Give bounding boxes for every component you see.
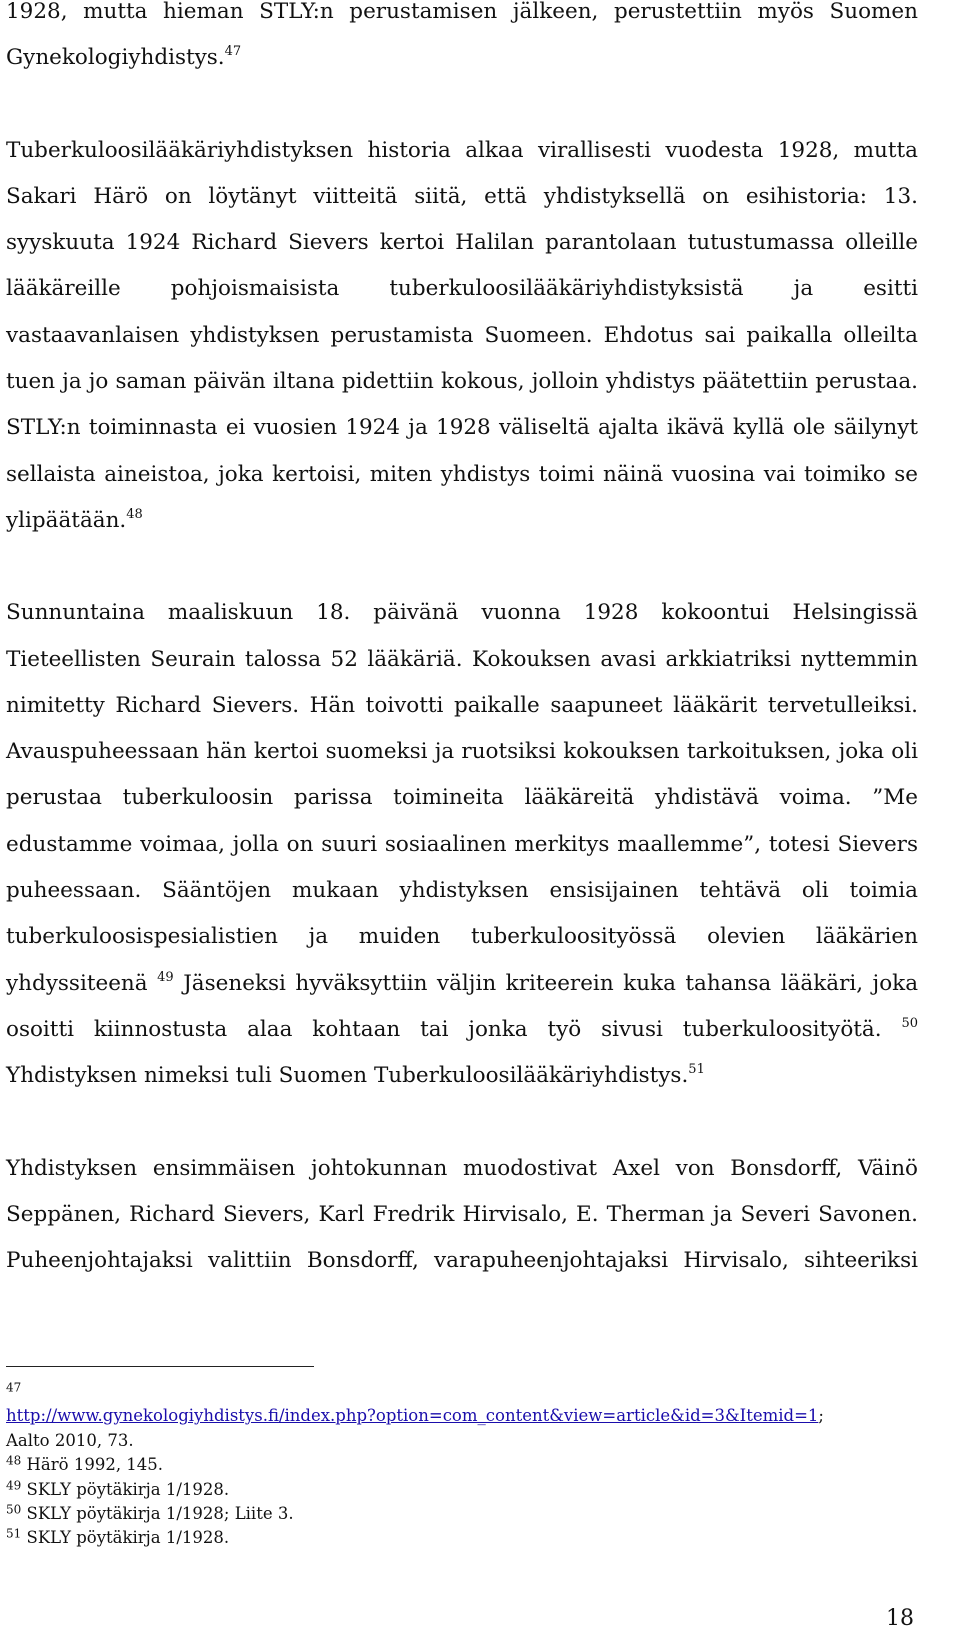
footnote-47 — [6, 1380, 918, 1404]
footnote-47-after-link: ; — [818, 1406, 824, 1426]
footnote-49-text: SKLY pöytäkirja 1/1928. — [26, 1479, 230, 1499]
page-number: 18 — [886, 1606, 914, 1631]
footnote-separator — [6, 1366, 314, 1367]
footnote-ref-51: 51 — [688, 1062, 705, 1078]
footnote-number-51: 51 — [6, 1527, 22, 1542]
footnotes — [6, 1380, 918, 1551]
footnote-49 — [6, 1478, 918, 1502]
paragraph-3 — [6, 590, 918, 1099]
footnote-ref-47: 47 — [224, 44, 242, 60]
gynekologiyhdistys-link[interactable]: http://www.gynekologiyhdistys.fi/index.php?option=com_content&view=article&id=3&Itemid=1 — [6, 1406, 819, 1426]
footnote-ref-48: 48 — [126, 506, 143, 522]
footnote-47-line-2: Aalto 2010, 73. — [6, 1430, 134, 1450]
paragraph-4-text: Yhdistyksen ensimmäisen johtokunnan muodostivat Axel von Bonsdorff, Väinö Seppänen, Richard Sievers, Karl Fredrik Hirvisalo, E. Therman ja Severi Savonen. Puheenjohtajaksi valittiin Bonsdorff, varapuheenjohtajaksi Hirvisalo, sihteeriksi — [6, 1155, 918, 1274]
footnote-ref-50: 50 — [901, 1015, 918, 1031]
footnote-number-50: 50 — [6, 1502, 22, 1517]
document-body — [6, 0, 918, 1284]
footnote-number-48: 48 — [6, 1453, 22, 1468]
footnote-number-49: 49 — [6, 1478, 22, 1493]
paragraph-4 — [6, 1146, 918, 1285]
paragraph-1-line-1: 1928, mutta hieman STLY:n perustamisen jälkeen, perustettiin myös Suomen — [6, 0, 918, 24]
footnote-ref-49: 49 — [157, 969, 174, 985]
paragraph-2 — [6, 128, 918, 545]
footnote-50-text: SKLY pöytäkirja 1/1928; Liite 3. — [26, 1504, 294, 1524]
paragraph-1-line-2: Gynekologiyhdistys. — [6, 45, 225, 71]
paragraph-3-text-2: Jäseneksi hyväksyttiin väljin kriteerein kuka tahansa lääkäri, joka osoitti kiinnostusta alaa kohtaan tai jonka työ sivusi tuberkuloosityötä. — [6, 970, 919, 1042]
footnote-number-47: 47 — [6, 1380, 22, 1395]
paragraph-2-text: Tuberkuloosilääkäriyhdistyksen historia alkaa virallisesti vuodesta 1928, mutta Sakari Härö on löytänyt viitteitä siitä, että yhdistyksellä on esihistoria: 13. syyskuuta 1924 Richard Sievers kertoi Halilan parantolaan tutustumassa olleille lääkäreille pohjoismaisista tuberkuloosilääkäriyhdistyksistä ja esitti vastaavanlaisen yhdistyksen perustamista Suomeen. Ehdotus sai paikalla olleilta tuen ja jo saman päivän iltana pidettiin kokous, jolloin yhdistys päätettiin perustaa. STLY:n toiminnasta ei vuosien 1924 ja 1928 väliseltä ajalta ikävä kyllä ole säilynyt sellaista aineistoa, joka kertoisi, miten yhdistys toimi näinä vuosina vai toimiko se ylipäätään. — [6, 137, 918, 533]
footnote-50 — [6, 1502, 918, 1526]
footnote-48 — [6, 1453, 918, 1477]
footnote-51 — [6, 1526, 918, 1550]
paragraph-3-text-1: Sunnuntaina maaliskuun 18. päivänä vuonna 1928 kokoontui Helsingissä Tieteellisten Seurain talossa 52 lääkäriä. Kokouksen avasi arkkiatriksi nyttemmin nimitetty Richard Sievers. Hän toivotti paikalle saapuneet lääkärit tervetulleiksi. Avauspuheessaan hän kertoi suomeksi ja ruotsiksi kokouksen tarkoituksen, joka oli perustaa tuberkuloosin parissa toimineita lääkäreitä yhdistävä voima. ”Me edustamme voimaa, jolla on suuri sosiaalinen merkitys maallemme”, totesi Sievers puheessaan. Sääntöjen mukaan yhdistyksen ensisijainen tehtävä oli toimia tuberkuloosispesialistien ja muiden tuberkuloosityössä olevien lääkärien yhdyssiteenä — [6, 600, 918, 996]
footnote-51-text: SKLY pöytäkirja 1/1928. — [26, 1528, 230, 1548]
paragraph-3-text-3: Yhdistyksen nimeksi tuli Suomen Tuberkuloosilääkäriyhdistys. — [6, 1063, 689, 1089]
paragraph-1 — [6, 0, 918, 82]
footnote-48-text: Härö 1992, 145. — [26, 1455, 164, 1475]
footnote-47-link-line — [6, 1404, 918, 1428]
